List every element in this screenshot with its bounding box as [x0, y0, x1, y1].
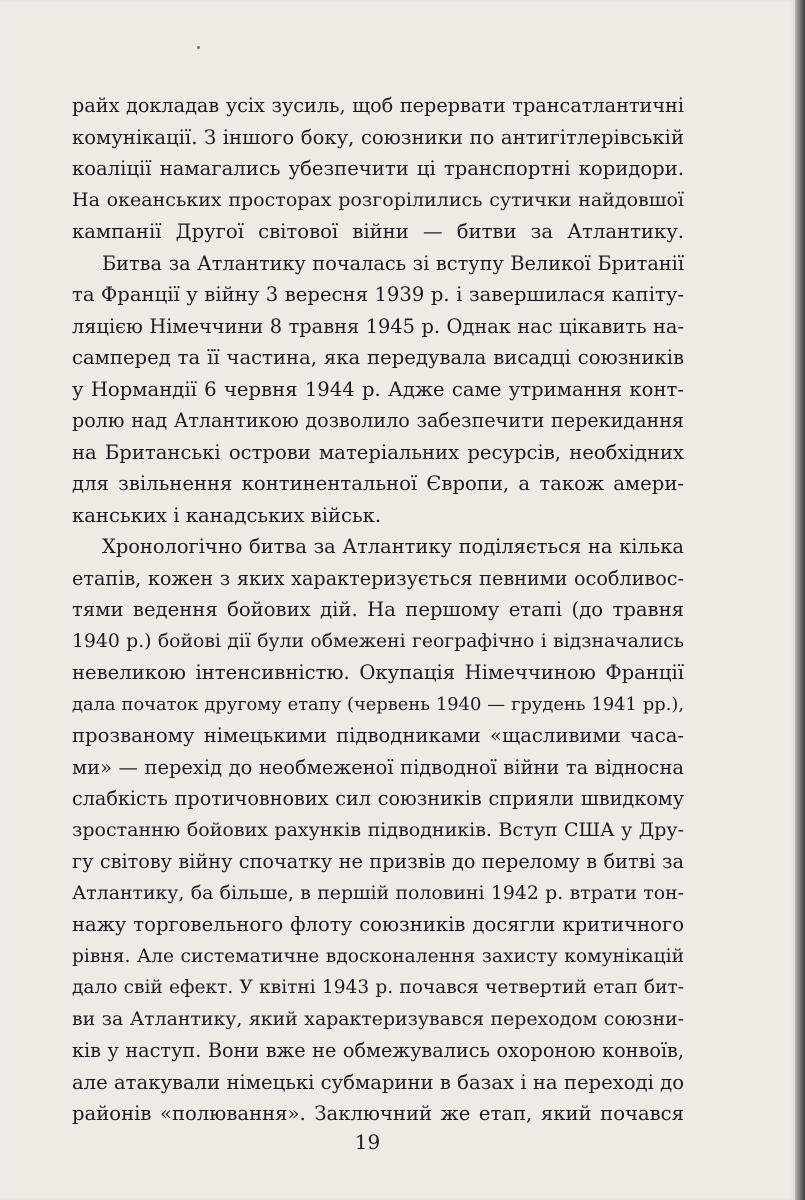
dust-speck — [197, 46, 200, 49]
text-line: ляцією Німеччини 8 травня 1945 р. Однак нас цікавить на- — [72, 314, 684, 338]
text-line: дала початок другому етапу (червень 1940 — грудень 1941 рр.), — [72, 693, 684, 715]
text-line: На океанських просторах розгорілились сутички найдовшої — [72, 188, 684, 211]
body-text — [72, 90, 684, 1130]
text-line: прозваному німецькими підводниками «щасливими часа- — [72, 724, 684, 747]
text-line: етапів, кожен з яких характеризується певними особливос- — [72, 566, 684, 590]
text-line: районів «полювання». Заключний же етап, який почався — [72, 1102, 684, 1125]
text-line: Атлантику, ба більше, в першій половині 1942 р. втрати тон- — [72, 881, 684, 904]
text-line: комунікації. З іншого боку, союзники по антигітлерівській — [72, 125, 684, 149]
text-line: Хронологічно битва за Атлантику поділяється на кілька — [102, 535, 684, 558]
text-line: та Франції у війну 3 вересня 1939 р. і завершилася капіту- — [72, 283, 684, 306]
paragraph-2 — [72, 248, 684, 532]
text-line: Битва за Атлантику почалась зі вступу Великої Британії — [102, 251, 684, 275]
paragraph-1 — [72, 90, 684, 248]
text-line: для звільнення континентальної Європи, а також амери- — [72, 472, 684, 495]
text-line: невеликою інтенсивністю. Окупація Німеччиною Франції — [72, 661, 684, 684]
text-line: ків у наступ. Вони вже не обмежувались охороною конвоїв, — [72, 1039, 684, 1062]
text-line: райх докладав усіх зусиль, щоб перервати трансатлантичні — [72, 94, 684, 117]
text-line: самперед та її частина, яка передувала висадці союзників — [72, 346, 684, 369]
text-line: на Британські острови матеріальних ресурсів, необхідних — [72, 440, 684, 464]
text-line: рівня. Але систематичне вдосконалення захисту комунікацій — [72, 945, 684, 967]
text-line: дало свій ефект. У квітні 1943 р. почався четвертий етап бит- — [72, 977, 684, 998]
text-line: гу світову війну спочатку не призвів до перелому в битві за — [72, 850, 684, 873]
text-line: але атакували німецькі субмарини в базах і на переході до — [72, 1070, 684, 1094]
text-line: коаліції намагались убезпечити ці транспортні коридори. — [72, 157, 684, 180]
text-line: ролю над Атлантикою дозволило забезпечити перекидання — [72, 409, 684, 432]
text-line: у Нормандії 6 червня 1944 р. Адже саме утримання конт- — [72, 377, 684, 401]
text-line: слабкість протичовнових сил союзників сприяли швидкому — [72, 787, 684, 810]
paragraph-3 — [72, 531, 684, 1130]
text-line: нажу торговельного флоту союзників досягли критичного — [72, 913, 684, 936]
text-line: зростанню бойових рахунків підводників. Вступ США у Дру- — [72, 818, 684, 841]
text-line: тями ведення бойових дій. На першому етапі (до травня — [72, 598, 684, 621]
text-line: канських і канадських військ. — [72, 503, 382, 527]
text-line: ми» — перехід до необмеженої підводної війни та відносна — [72, 755, 684, 779]
page-edge-shadow — [795, 0, 805, 1200]
text-line: 1940 р.) бойові дії були обмежені географічно і відзначались — [72, 630, 684, 652]
text-line: кампанії Другої світової війни — битви за Атлантику. — [72, 220, 684, 243]
page-number: 19 — [354, 1130, 381, 1154]
text-line: ви за Атлантику, який характеризувався переходом союзни- — [72, 1007, 684, 1030]
